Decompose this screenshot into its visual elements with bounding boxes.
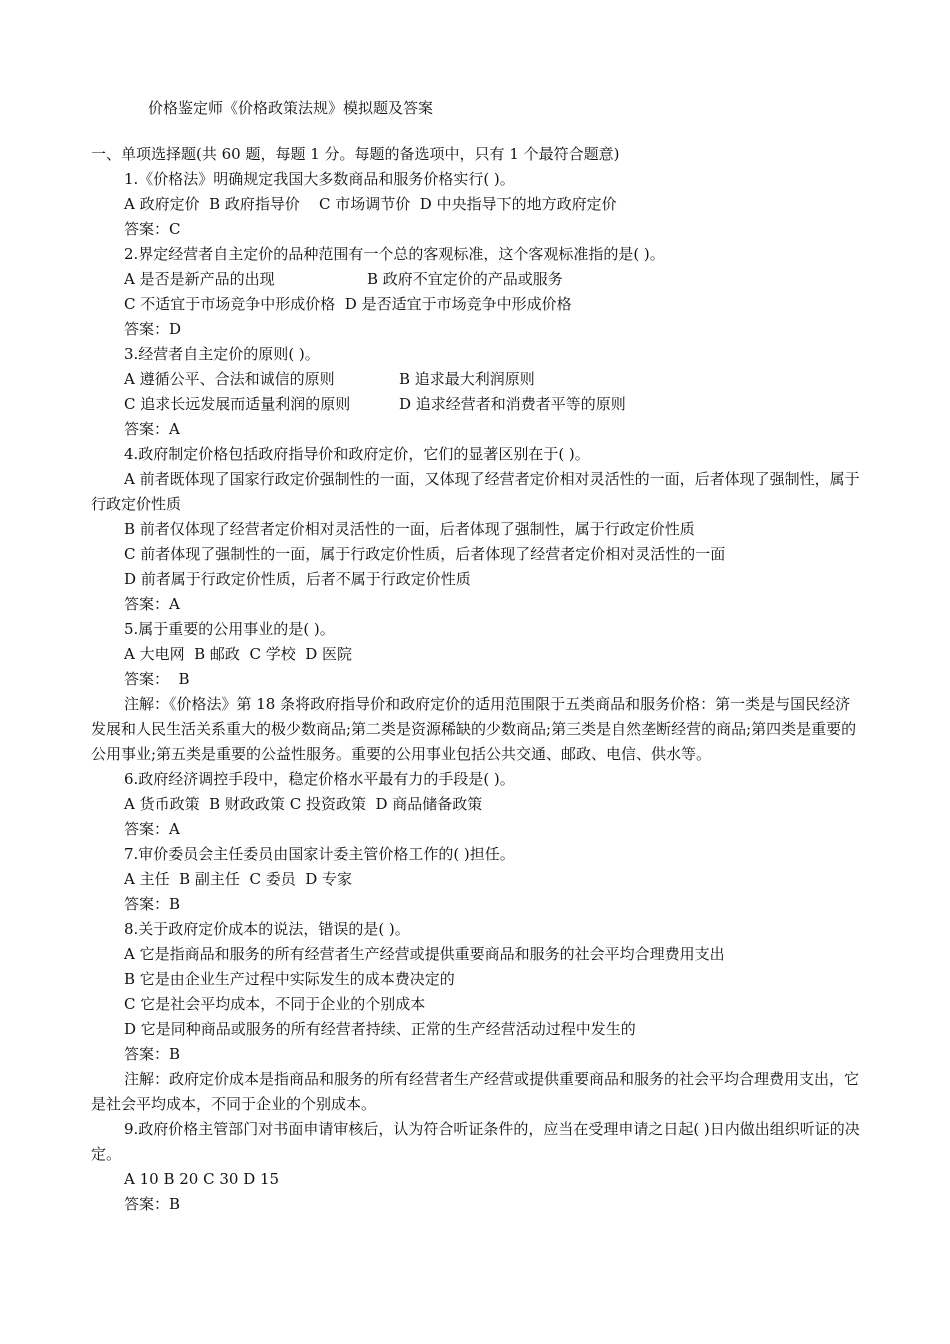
question-1-stem: 1.《价格法》明确规定我国大多数商品和服务价格实行( )。 (124, 170, 515, 188)
question-1-options: A 政府定价 B 政府指导价 C 市场调节价 D 中央指导下的地方政府定价 (124, 195, 617, 213)
question-5-options: A 大电网 B 邮政 C 学校 D 医院 (124, 645, 353, 663)
question-3-options-row-1 (91, 367, 861, 392)
question-6-stem: 6.政府经济调控手段中，稳定价格水平最有力的手段是( )。 (124, 770, 515, 788)
question-5-answer: 答案： B (124, 670, 190, 688)
question-3-option-a: A 遵循公平、合法和诚信的原则 (124, 370, 335, 388)
question-3-answer: 答案：A (124, 420, 180, 438)
section-heading: 一、单项选择题(共 60 题，每题 1 分。每题的备选项中，只有 1 个最符合题意) (91, 145, 620, 163)
question-2-stem: 2.界定经营者自主定价的品种范围有一个总的客观标准，这个客观标准指的是( )。 (124, 245, 665, 263)
question-2-option-b: B 政府不宜定价的产品或服务 (367, 270, 563, 288)
question-3-option-d: D 追求经营者和消费者平等的原则 (399, 395, 626, 413)
question-8-note: 注解：政府定价成本是指商品和服务的所有经营者生产经营或提供重要商品和服务的社会平均合理费用支出，它是社会平均成本，不同于企业的个别成本。 (91, 1070, 860, 1113)
question-4-answer: 答案：A (124, 595, 180, 613)
question-3-options-row-2 (91, 392, 861, 417)
question-9-answer: 答案：B (124, 1195, 181, 1213)
question-3-stem: 3.经营者自主定价的原则( )。 (124, 345, 320, 363)
question-8-option-d: D 它是同种商品或服务的所有经营者持续、正常的生产经营活动过程中发生的 (124, 1020, 636, 1038)
question-3-option-c: C 追求长远发展而适量利润的原则 (124, 395, 351, 413)
question-9-options: A 10 B 20 C 30 D 15 (124, 1170, 280, 1188)
question-4-option-b: B 前者仅体现了经营者定价相对灵活性的一面，后者体现了强制性，属于行政定价性质 (124, 520, 695, 538)
question-5-note: 注解：《价格法》第 18 条将政府指导价和政府定价的适用范围限于五类商品和服务价格：第一类是与国民经济发展和人民生活关系重大的极少数商品;第二类是资源稀缺的少数商品;第三类是自然垄断经营的商品;第四类是重要的公用事业;第五类是重要的公益性服务。重要的公用事业包括公共交通、邮政、电信、供水等。 (91, 695, 857, 763)
question-3-option-b: B 追求最大利润原则 (399, 370, 535, 388)
question-7-answer: 答案：B (124, 895, 181, 913)
question-4-stem: 4.政府制定价格包括政府指导价和政府定价，它们的显著区别在于( )。 (124, 445, 590, 463)
question-8-option-c: C 它是社会平均成本，不同于企业的个别成本 (124, 995, 426, 1013)
question-4-option-c: C 前者体现了强制性的一面，属于行政定价性质，后者体现了经营者定价相对灵活性的一面 (124, 545, 726, 563)
question-2-option-a: A 是否是新产品的出现 (124, 270, 275, 288)
question-1-answer: 答案：C (124, 220, 181, 238)
question-7-options: A 主任 B 副主任 C 委员 D 专家 (124, 870, 353, 888)
question-2-answer: 答案：D (124, 320, 182, 338)
question-8-answer: 答案：B (124, 1045, 181, 1063)
question-8-option-a: A 它是指商品和服务的所有经营者生产经营或提供重要商品和服务的社会平均合理费用支出 (124, 945, 725, 963)
question-6-options: A 货币政策 B 财政政策 C 投资政策 D 商品储备政策 (124, 795, 483, 813)
question-9-stem: 9.政府价格主管部门对书面申请审核后，认为符合听证条件的，应当在受理申请之日起( )日内做出组织听证的决定。 (91, 1120, 860, 1163)
document-title: 价格鉴定师《价格政策法规》模拟题及答案 (148, 99, 434, 117)
question-4-option-a: A 前者既体现了国家行政定价强制性的一面，又体现了经营者定价相对灵活性的一面，后者体现了强制性，属于行政定价性质 (91, 470, 860, 513)
question-2-options-row-2: C 不适宜于市场竞争中形成价格 D 是否适宜于市场竞争中形成价格 (124, 295, 572, 313)
question-5-stem: 5.属于重要的公用事业的是( )。 (124, 620, 335, 638)
question-8-stem: 8.关于政府定价成本的说法，错误的是( )。 (124, 920, 410, 938)
question-4-option-d: D 前者属于行政定价性质，后者不属于行政定价性质 (124, 570, 471, 588)
document-page (91, 96, 861, 1217)
question-6-answer: 答案：A (124, 820, 180, 838)
question-8-option-b: B 它是由企业生产过程中实际发生的成本费决定的 (124, 970, 455, 988)
question-7-stem: 7.审价委员会主任委员由国家计委主管价格工作的( )担任。 (124, 845, 515, 863)
question-2-options-row-1 (91, 267, 861, 292)
